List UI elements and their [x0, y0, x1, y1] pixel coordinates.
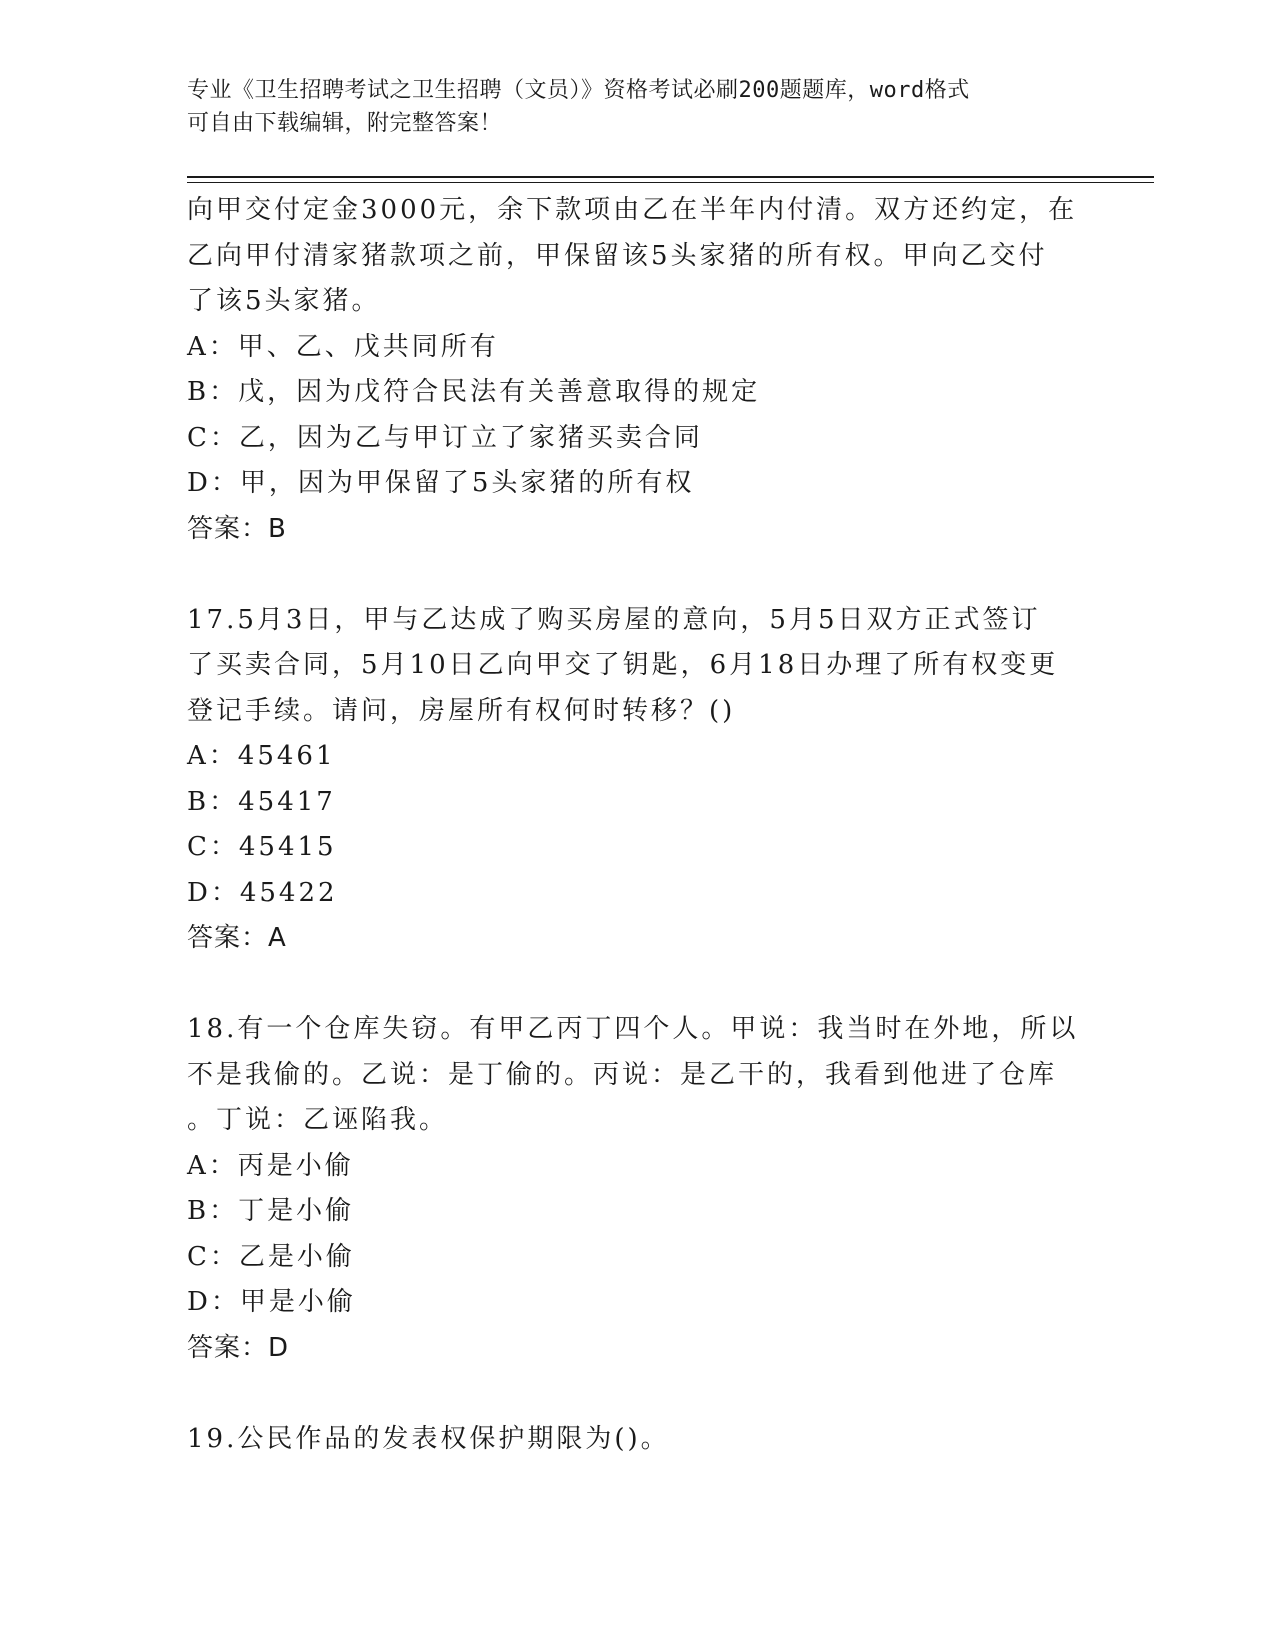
question-stem-line: 了该5头家猪。 — [187, 286, 381, 316]
question-stem-line: 不是我偷的。乙说：是丁偷的。丙说：是乙干的，我看到他进了仓库 — [187, 1059, 1058, 1090]
option-d: D：甲，因为甲保留了5头家猪的所有权 — [187, 468, 695, 498]
header-title-line-1: 专业《卫生招聘考试之卫生招聘（文员）》资格考试必刷200题题库，word格式 — [187, 78, 970, 103]
question-list — [187, 188, 1077, 1462]
question-spacer — [187, 962, 1077, 1008]
option-b: B：丁是小偷 — [187, 1196, 355, 1226]
option-c: C：乙是小偷 — [187, 1241, 355, 1272]
option-d: D：甲是小偷 — [187, 1287, 356, 1317]
header-divider-thin — [187, 182, 1154, 183]
header-divider-thick — [187, 176, 1154, 178]
header-title-line-2: 可自由下载编辑，附完整答案！ — [187, 111, 503, 136]
option-d: D：45422 — [187, 877, 338, 908]
question-spacer — [187, 1371, 1077, 1417]
answer-line: 答案：A — [187, 923, 287, 953]
question-17 — [187, 598, 1077, 962]
question-spacer — [187, 552, 1077, 598]
answer-line: 答案：B — [187, 513, 287, 544]
question-stem-line: 乙向甲付清家猪款项之前，甲保留该5头家猪的所有权。甲向乙交付 — [187, 240, 1048, 271]
question-stem-line: 向甲交付定金3000元，余下款项由乙在半年内付清。双方还约定，在 — [187, 195, 1078, 225]
question-16 — [187, 188, 1077, 552]
option-b: B：45417 — [187, 786, 336, 817]
document-header — [187, 74, 1077, 140]
option-c: C：乙，因为乙与甲订立了家猪买卖合同 — [187, 422, 703, 453]
option-a: A：甲、乙、戊共同所有 — [187, 331, 499, 362]
option-c: C：45415 — [187, 832, 337, 862]
question-stem-line: 19.公民作品的发表权保护期限为()。 — [187, 1423, 670, 1454]
question-19 — [187, 1417, 1077, 1463]
answer-line: 答案：D — [187, 1332, 290, 1363]
question-stem-line: 18.有一个仓库失窃。有甲乙丙丁四个人。甲说：我当时在外地，所以 — [187, 1014, 1079, 1044]
option-b: B：戊，因为戊符合民法有关善意取得的规定 — [187, 377, 761, 407]
question-stem-line: 了买卖合同，5月10日乙向甲交了钥匙，6月18日办理了所有权变更 — [187, 650, 1059, 680]
question-stem-line: 登记手续。请问，房屋所有权何时转移？() — [187, 695, 736, 726]
option-a: A：45461 — [187, 741, 336, 771]
question-stem-line: 。丁说：乙诬陷我。 — [187, 1105, 449, 1135]
question-18 — [187, 1007, 1077, 1371]
option-a: A：丙是小偷 — [187, 1150, 354, 1181]
question-stem-line: 17.5月3日，甲与乙达成了购买房屋的意向，5月5日双方正式签订 — [187, 604, 1041, 635]
